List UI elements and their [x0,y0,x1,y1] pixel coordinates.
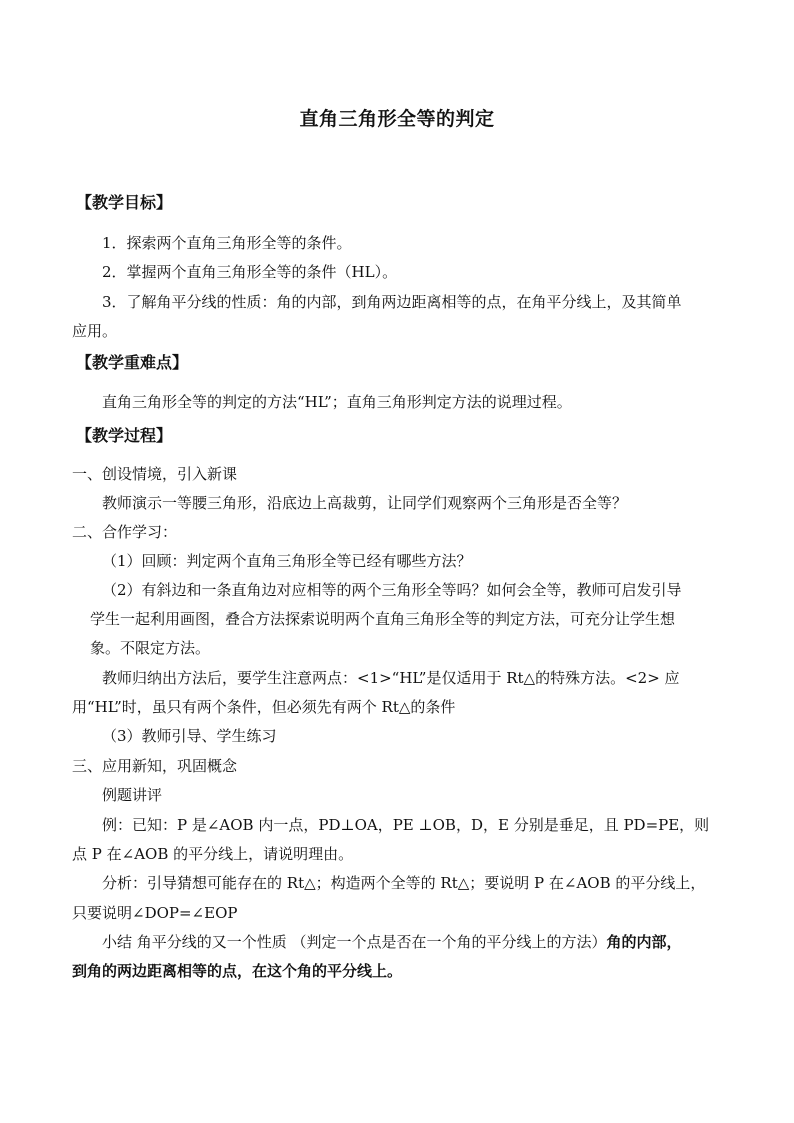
document-title: 直角三角形全等的判定 [299,108,495,130]
example-heading: 例题讲评 [102,786,163,804]
goal-item-3: 3．了解角平分线的性质：角的内部，到角两边距离相等的点，在角平分线上，及其简单 [102,293,682,311]
part1-title: 一、创设情境，引入新课 [72,465,238,483]
part2-question-2-line2: 学生一起利用画图，叠合方法探索说明两个直角三角形全等的判定方法，可充分让学生想 [90,610,676,628]
part2-title: 二、合作学习： [72,523,178,541]
key-points-text: 直角三角形全等的判定的方法“HL”；直角三角形判定方法的说理过程。 [102,393,572,411]
part2-question-2-line3: 象。不限定方法。 [90,639,211,657]
part2-question-2-line1: （2）有斜边和一条直角边对应相等的两个三角形全等吗？如何会全等，教师可启发引导 [102,581,682,599]
goal-item-3-cont: 应用。 [72,322,118,340]
goal-item-1: 1．探索两个直角三角形全等的条件。 [102,234,352,252]
part1-text: 教师演示一等腰三角形，沿底边上高裁剪，让同学们观察两个三角形是否全等？ [102,494,628,512]
analysis-line2: 只要说明∠DOP=∠EOP [72,904,238,922]
goals-heading: 【教学目标】 [76,193,173,212]
summary-bold-text-1: 角的内部， [606,933,682,951]
part2-note-line2: 用“HL”时，虽只有两个条件，但必须先有两个 Rt△的条件 [72,698,456,716]
part2-question-3: （3）教师引导、学生练习 [102,727,277,745]
analysis-line1: 分析：引导猜想可能存在的 Rt△；构造两个全等的 Rt△；要说明 P 在∠AOB 的平分线上， [102,874,706,892]
example-line1: 例：已知：P 是∠AOB 内一点，PD⊥OA，PE ⊥OB，D，E 分别是垂足，且 PD=PE，则 [102,816,710,834]
summary-plain-text: 小结 角平分线的又一个性质 （判定一个点是否在一个角的平分线上的方法） [102,933,607,951]
goal-item-2: 2．掌握两个直角三角形全等的条件（HL）。 [102,263,398,281]
part2-question-1: （1）回顾：判定两个直角三角形全等已经有哪些方法？ [102,552,472,570]
key-points-heading: 【教学重难点】 [76,353,189,372]
part2-note-line1: 教师归纳出方法后，要学生注意两点：<1>“HL”是仅适用于 Rt△的特殊方法。<2> 应 [102,669,680,687]
process-heading: 【教学过程】 [76,426,173,445]
summary-line1 [102,932,682,952]
example-line2: 点 P 在∠AOB 的平分线上，请说明理由。 [72,845,354,863]
part3-title: 三、应用新知，巩固概念 [72,757,238,775]
summary-bold-text-2: 到角的两边距离相等的点，在这个角的平分线上。 [72,962,403,980]
